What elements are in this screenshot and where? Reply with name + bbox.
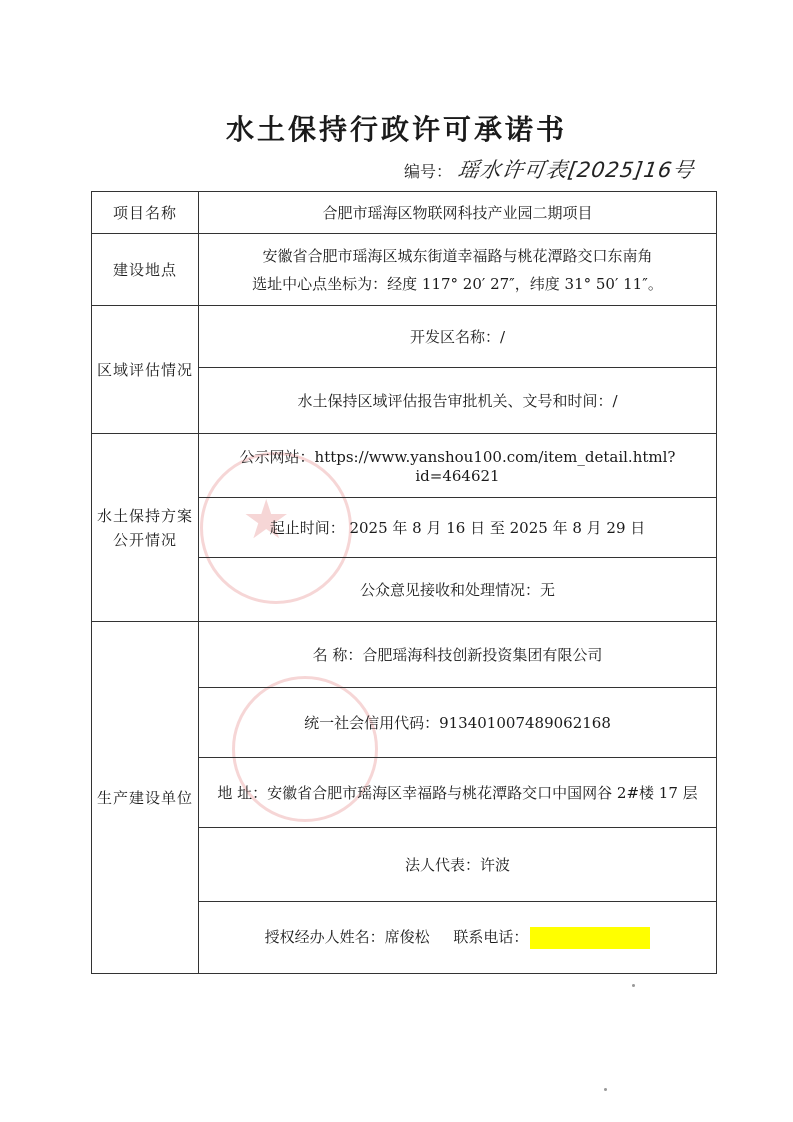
label-project-name: 项目名称 (92, 192, 199, 234)
value-unit-address: 地 址：安徽省合肥市瑶海区幸福路与桃花潭路交口中国网谷 2#楼 17 层 (199, 758, 717, 828)
redacted-phone-highlight (530, 927, 650, 949)
label-disclosure (92, 434, 199, 622)
row-regional-zone (92, 306, 717, 368)
label-disclosure-line-1: 水土保持方案 (96, 506, 193, 525)
scan-speck (632, 984, 635, 987)
label-location: 建设地点 (92, 234, 199, 306)
label-disclosure-line-2: 公开情况 (112, 530, 177, 549)
label-regional-assessment: 区域评估情况 (92, 306, 199, 434)
scan-speck (604, 1088, 607, 1091)
commitment-form-table (91, 191, 717, 974)
value-public-feedback: 公众意见接收和处理情况：无 (199, 558, 717, 622)
agent-name: 授权经办人姓名：席俊松 (264, 928, 430, 946)
row-disclosure-website (92, 434, 717, 498)
document-title: 水土保持行政许可承诺书 (225, 113, 567, 146)
value-zone-name: 开发区名称：/ (199, 306, 717, 368)
row-unit-name (92, 622, 717, 688)
document-number (404, 154, 695, 188)
value-credit-code: 统一社会信用代码：913401007489062168 (199, 688, 717, 758)
row-project-name (92, 192, 717, 234)
value-assessment-report: 水土保持区域评估报告审批机关、文号和时间：/ (199, 368, 717, 434)
value-agent-contact (199, 902, 717, 974)
value-disclosure-website: 公示网站：https://www.yanshou100.com/item_detail.html?id=464621 (199, 434, 717, 498)
location-line-1: 安徽省合肥市瑶海区城东街道幸福路与桃花潭路交口东南角 (262, 246, 653, 265)
location-coordinates: 选址中心点坐标为：经度 117° 20′ 27″，纬度 31° 50′ 11″。 (252, 274, 663, 293)
value-disclosure-period: 起止时间： 2025 年 8 月 16 日 至 2025 年 8 月 29 日 (199, 498, 717, 558)
value-location (199, 234, 717, 306)
value-project-name: 合肥市瑶海区物联网科技产业园二期项目 (199, 192, 717, 234)
value-unit-name: 名 称：合肥瑶海科技创新投资集团有限公司 (199, 622, 717, 688)
label-construction-unit: 生产建设单位 (92, 622, 199, 974)
value-legal-representative: 法人代表：许波 (199, 828, 717, 902)
seal-star-icon: ★ (242, 488, 291, 551)
row-location (92, 234, 717, 306)
phone-label: 联系电话： (453, 928, 529, 946)
document-number-label: 编号： (404, 162, 453, 181)
document-number-handwritten: 瑶水许可表[2025]16号 (456, 158, 697, 182)
